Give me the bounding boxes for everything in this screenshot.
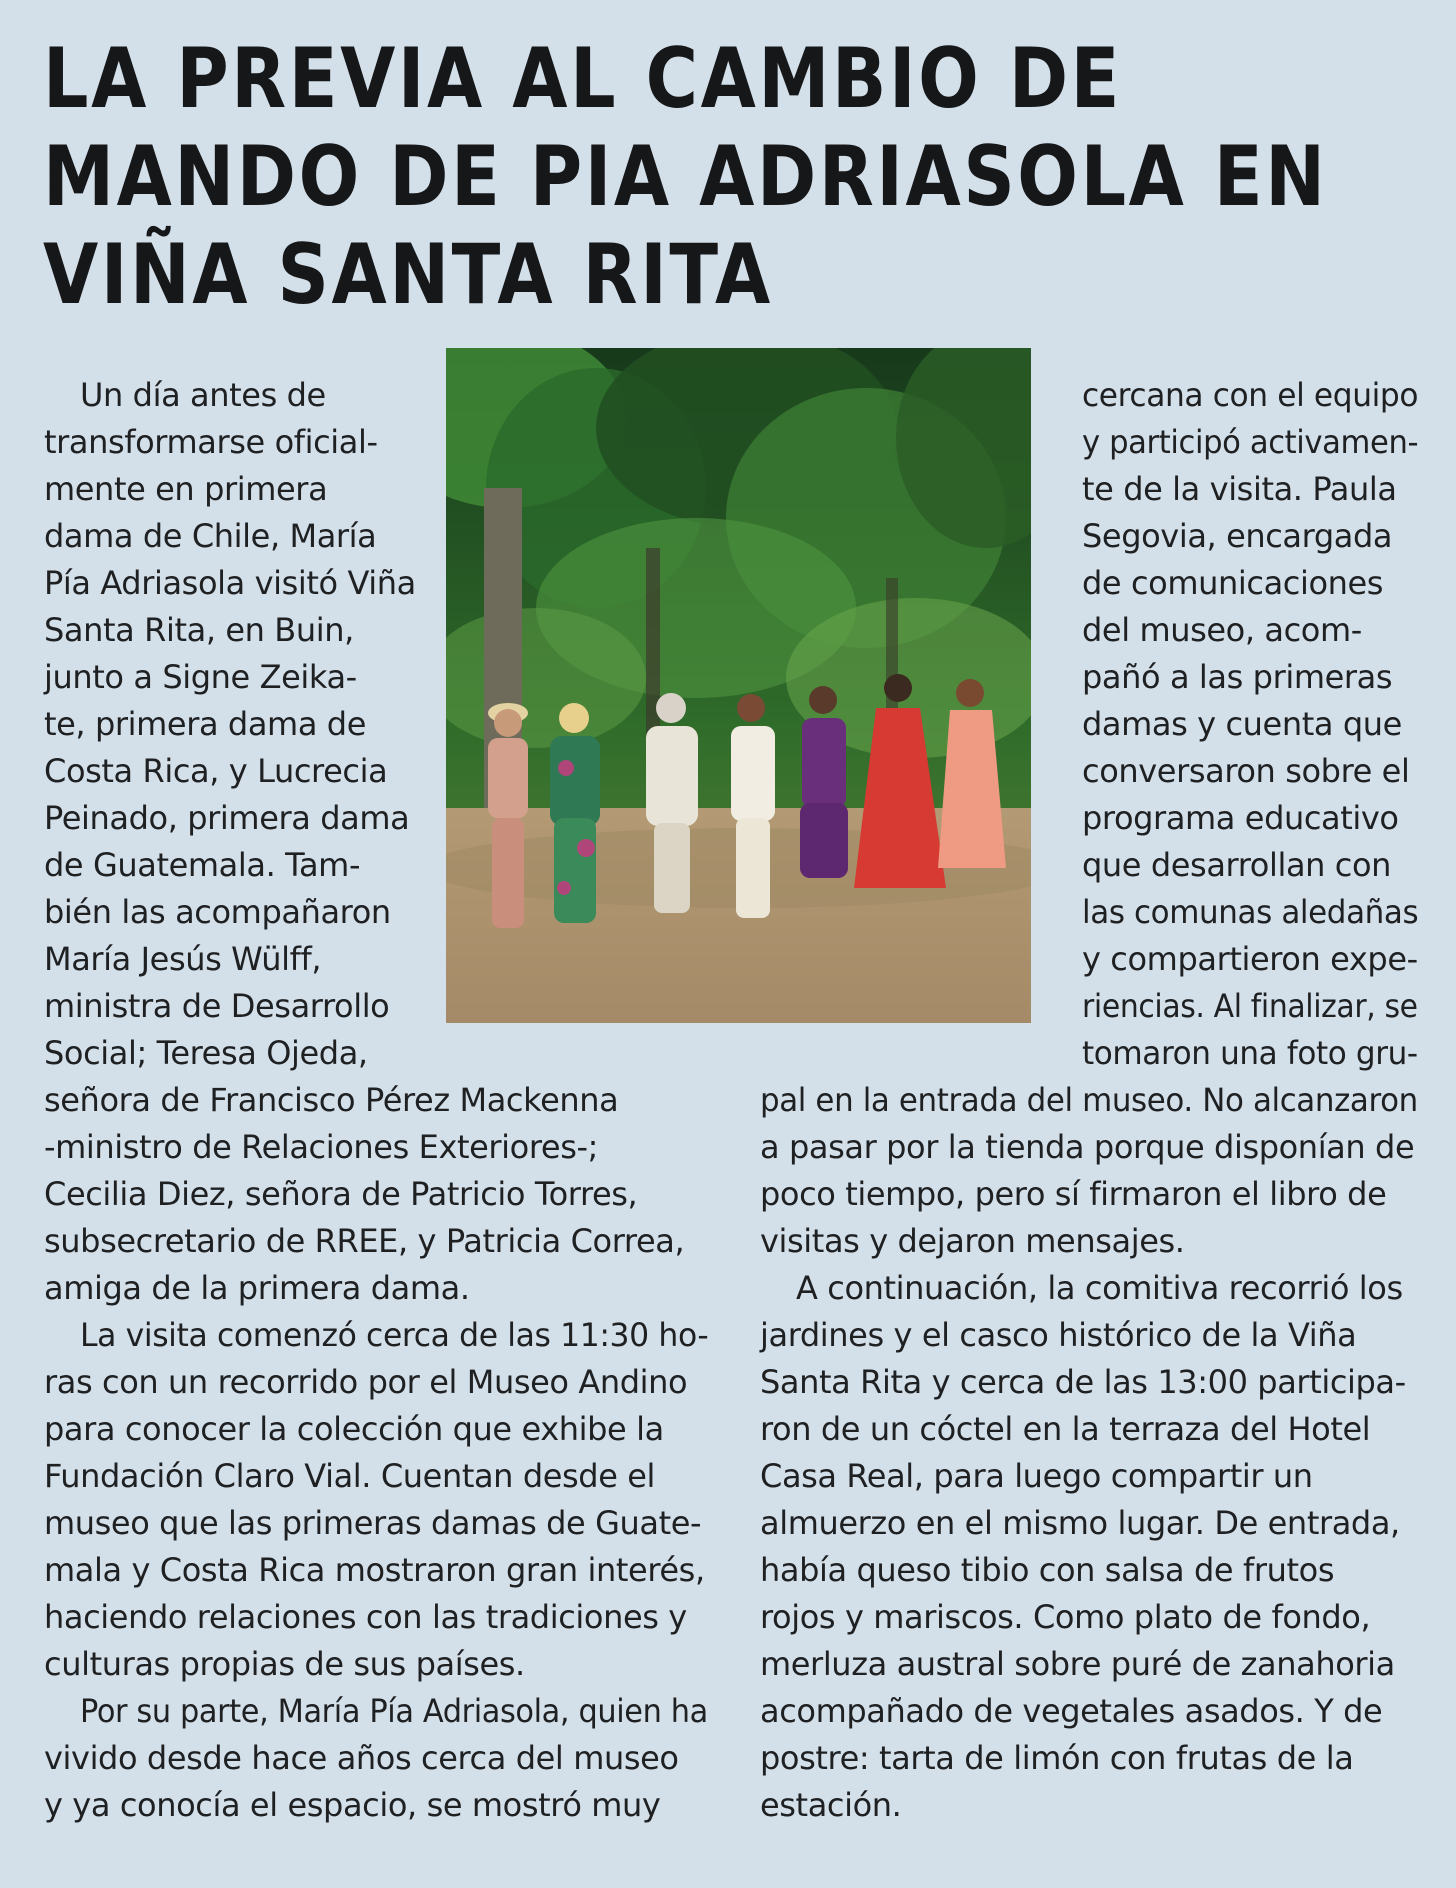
text-line: Casa Real, para luego compartir un	[760, 1457, 1313, 1495]
text-line: de comunicaciones	[1082, 564, 1384, 602]
text-line: y participó activamen-	[1082, 423, 1419, 461]
text-line: del museo, acom-	[1082, 611, 1362, 649]
text-line: tomaron una foto gru-	[1082, 1034, 1418, 1072]
text-line: La visita comenzó cerca de las 11:30 ho-	[80, 1316, 709, 1354]
text-line: estación.	[760, 1786, 902, 1824]
text-line: conversaron sobre el	[1082, 752, 1410, 790]
garden-group-photo	[446, 348, 1031, 1023]
text-line: a pasar por la tienda porque disponían de	[760, 1128, 1415, 1166]
text-line: dama de Chile, María	[44, 517, 377, 555]
text-line: amiga de la primera dama.	[44, 1269, 470, 1307]
text-line: poco tiempo, pero sí firmaron el libro de	[760, 1175, 1387, 1213]
text-line: culturas propias de sus países.	[44, 1645, 525, 1683]
text-line: mente en primera	[44, 470, 328, 508]
text-line: te de la visita. Paula	[1082, 470, 1397, 508]
text-line: señora de Francisco Pérez Mackenna	[44, 1081, 619, 1119]
text-line: programa educativo	[1082, 799, 1399, 837]
woman-figure-4	[731, 694, 775, 918]
text-line: -ministro de Relaciones Exteriores-;	[44, 1128, 598, 1166]
text-line: Santa Rita, en Buin,	[44, 611, 354, 649]
text-line: te, primera dama de	[44, 705, 367, 743]
text-line: riencias. Al finalizar, se	[1082, 987, 1418, 1025]
text-line: jardines y el casco histórico de la Viña	[760, 1316, 1357, 1354]
text-line: había queso tibio con salsa de frutos	[760, 1551, 1335, 1589]
headline-line: MANDO DE PIA ADRIASOLA EN	[43, 128, 1328, 225]
text-line: ron de un cóctel en la terraza del Hotel	[760, 1410, 1371, 1448]
text-line: pal en la entrada del museo. No alcanzaron	[760, 1081, 1418, 1119]
text-line: almuerzo en el mismo lugar. De entrada,	[760, 1504, 1400, 1542]
text-line: que desarrollan con	[1082, 846, 1392, 884]
text-line: acompañado de vegetales asados. Y de	[760, 1692, 1383, 1730]
text-line: subsecretario de RREE, y Patricia Correa,	[44, 1222, 685, 1260]
article-photo	[446, 348, 1031, 1023]
text-line: A continuación, la comitiva recorrió los	[796, 1269, 1403, 1307]
headline-line: VIÑA SANTA RITA	[43, 226, 773, 323]
text-line: mala y Costa Rica mostraron gran interés,	[44, 1551, 705, 1589]
headline	[43, 30, 1328, 324]
text-line: junto a Signe Zeika-	[44, 658, 357, 696]
text-line: Por su parte, María Pía Adriasola, quien ha	[80, 1692, 708, 1730]
text-line: damas y cuenta que	[1082, 705, 1402, 743]
text-line: las comunas aledañas	[1082, 893, 1419, 931]
text-line: Peinado, primera dama	[44, 799, 410, 837]
text-line: Santa Rita y cerca de las 13:00 participa-	[760, 1363, 1406, 1401]
text-line: museo que las primeras damas de Guate-	[44, 1504, 702, 1542]
text-line: Fundación Claro Vial. Cuentan desde el	[44, 1457, 656, 1495]
text-line: Cecilia Diez, señora de Patricio Torres,	[44, 1175, 638, 1213]
headline-line: LA PREVIA AL CAMBIO DE	[43, 30, 1123, 127]
text-line: y compartieron expe-	[1082, 940, 1418, 978]
text-line: Segovia, encargada	[1082, 517, 1393, 555]
text-line: vivido desde hace años cerca del museo	[44, 1739, 679, 1777]
text-line: pañó a las primeras	[1082, 658, 1393, 696]
text-line: cercana con el equipo	[1082, 376, 1419, 414]
text-line: Pía Adriasola visitó Viña	[44, 564, 416, 602]
text-line: Un día antes de	[80, 376, 326, 414]
text-line: visitas y dejaron mensajes.	[760, 1222, 1185, 1260]
text-line: y ya conocía el espacio, se mostró muy	[44, 1786, 661, 1824]
text-line: Social; Teresa Ojeda,	[44, 1034, 368, 1072]
text-line: ministra de Desarrollo	[44, 987, 390, 1025]
text-line: postre: tarta de limón con frutas de la	[760, 1739, 1354, 1777]
text-line: ras con un recorrido por el Museo Andino	[44, 1363, 688, 1401]
text-line: de Guatemala. Tam-	[44, 846, 361, 884]
text-line: para conocer la colección que exhibe la	[44, 1410, 664, 1448]
text-line: rojos y mariscos. Como plato de fondo,	[760, 1598, 1371, 1636]
text-line: transformarse oficial-	[44, 423, 378, 461]
text-line: bién las acompañaron	[44, 893, 391, 931]
text-line: María Jesús Wülff,	[44, 940, 322, 978]
text-line: merluza austral sobre puré de zanahoria	[760, 1645, 1395, 1683]
text-line: Costa Rica, y Lucrecia	[44, 752, 388, 790]
text-line: haciendo relaciones con las tradiciones y	[44, 1598, 687, 1636]
